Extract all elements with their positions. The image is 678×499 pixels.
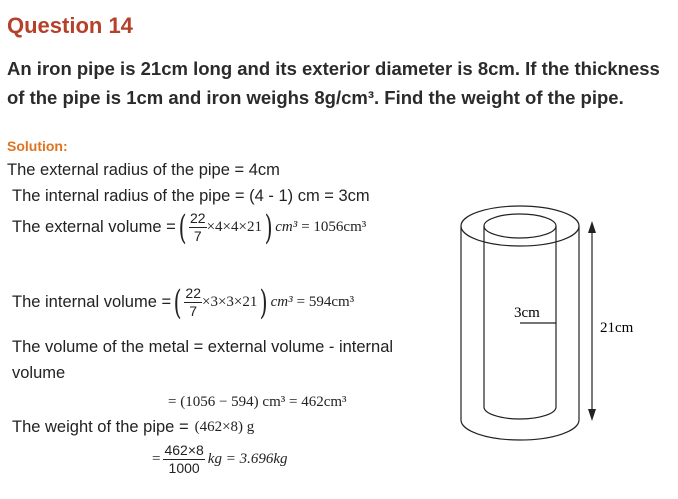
external-volume-label: The external volume =: [12, 218, 176, 236]
fraction-numerator: 22: [185, 285, 201, 301]
outer-bottom-arc: [461, 420, 579, 440]
external-result: = 1056cm³: [301, 219, 367, 235]
left-paren-icon: (: [173, 282, 182, 323]
fraction-numerator: 462×8: [164, 442, 204, 458]
height-label: 21cm: [600, 320, 634, 336]
inner-radius-label: 3cm: [514, 305, 540, 321]
right-paren-icon: ): [260, 282, 268, 323]
internal-fraction: [184, 285, 202, 320]
internal-unit: cm³: [270, 294, 293, 310]
outer-top-ellipse: [461, 206, 579, 246]
weight-equals: =: [152, 451, 161, 467]
question-line-2: of the pipe is 1cm and iron weighs 8g/cm³. Find the weight of the pipe.: [7, 87, 624, 108]
fraction-denominator: 1000: [168, 460, 200, 476]
weight-row: [12, 418, 254, 437]
weight-final-row: [152, 442, 287, 477]
fraction-denominator: 7: [189, 303, 198, 319]
external-volume-row: [12, 207, 367, 248]
metal-volume-line-2: volume: [12, 364, 66, 382]
internal-expression: ×3×3×21: [201, 294, 258, 310]
internal-result: = 594cm³: [296, 294, 355, 310]
internal-radius-line: The internal radius of the pipe = (4 - 1) cm = 3cm: [12, 187, 370, 205]
fraction-denominator: 7: [193, 228, 202, 244]
external-radius-line: The external radius of the pipe = 4cm: [7, 161, 280, 179]
solution-label: Solution:: [7, 138, 68, 154]
pipe-diagram: [440, 195, 670, 465]
weight-label: The weight of the pipe =: [12, 418, 189, 436]
arrow-up-icon: [588, 221, 596, 233]
weight-fraction: [163, 442, 204, 477]
question-title: Question 14: [7, 13, 133, 38]
weight-expression: (462×8) g: [194, 419, 255, 435]
right-paren-icon: ): [264, 207, 273, 248]
external-expression: ×4×4×21: [206, 219, 262, 235]
inner-top-ellipse: [484, 214, 556, 238]
external-unit: cm³: [275, 219, 298, 235]
external-fraction: [189, 210, 207, 245]
internal-volume-label: The internal volume =: [12, 293, 172, 311]
inner-bottom-arc: [484, 407, 556, 419]
fraction-numerator: 22: [189, 210, 206, 226]
weight-result: kg = 3.696kg: [207, 451, 288, 467]
arrow-down-icon: [588, 409, 596, 421]
left-paren-icon: (: [178, 207, 187, 248]
internal-volume-row: [12, 282, 355, 323]
metal-volume-line-1: The volume of the metal = external volume - internal: [12, 338, 394, 356]
question-line-1: An iron pipe is 21cm long and its exterior diameter is 8cm. If the thickness: [7, 58, 660, 79]
metal-volume-calc: = (1056 − 594) cm³ = 462cm³: [168, 394, 347, 410]
